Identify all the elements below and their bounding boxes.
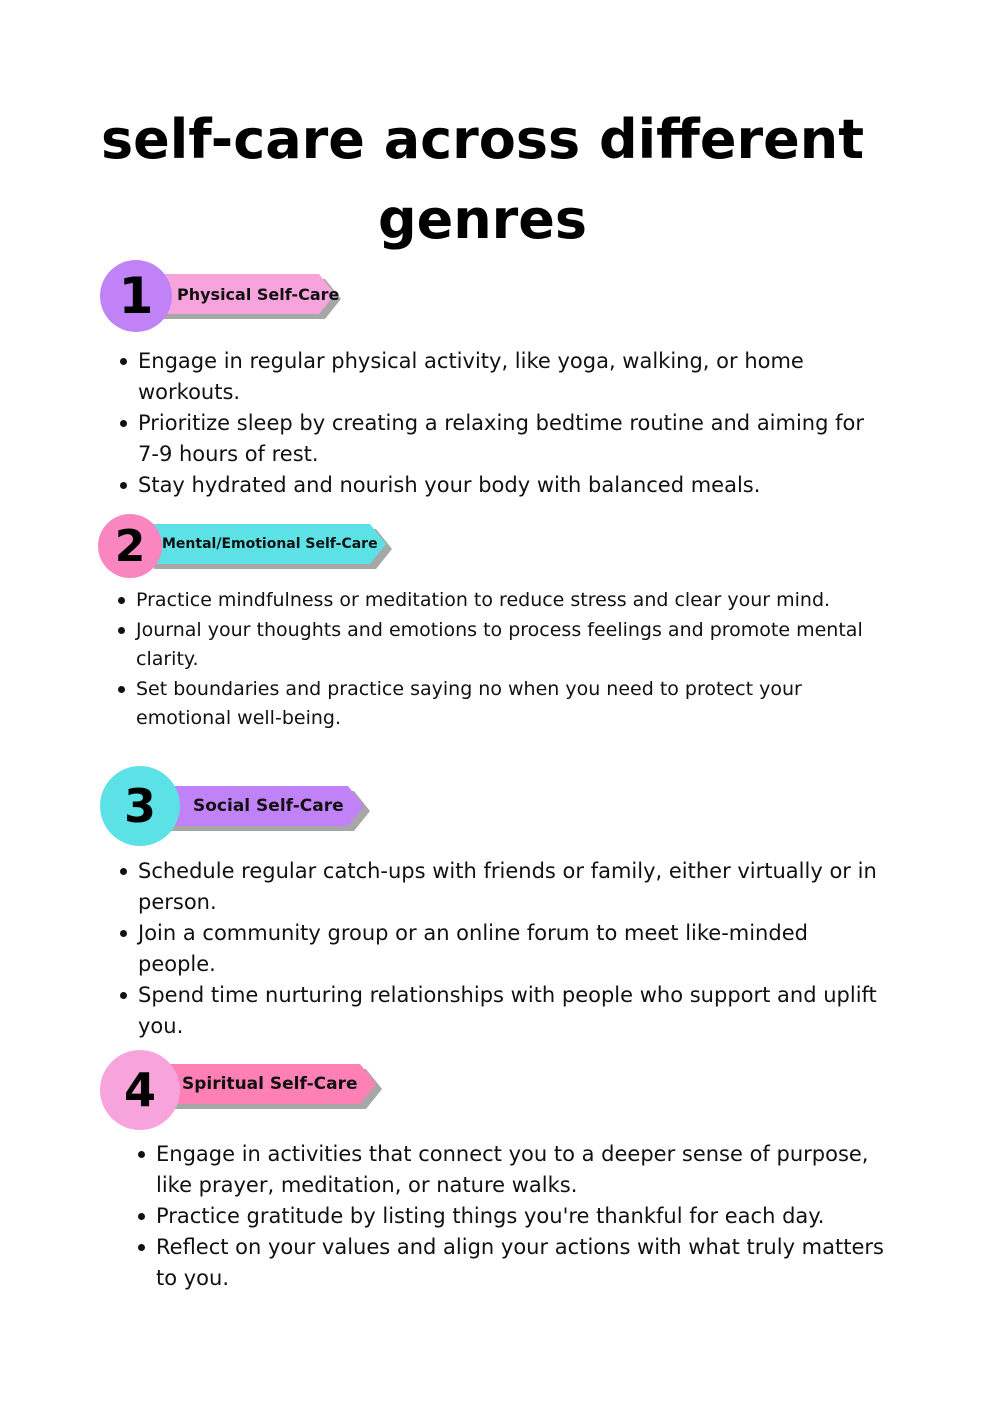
section-header-mental	[98, 512, 398, 592]
section-header-spiritual	[100, 1050, 400, 1130]
section-banner	[148, 524, 386, 564]
section-points-mental	[116, 586, 876, 734]
list-item: Prioritize sleep by creating a relaxing bedtime routine and aiming for 7-9 hours of rest.	[118, 408, 878, 470]
section-points-physical	[118, 346, 878, 501]
section-points-spiritual	[136, 1139, 886, 1294]
section-label: Spiritual Self-Care	[182, 1074, 358, 1094]
section-banner	[160, 1064, 376, 1104]
list-item: Join a community group or an online forum to meet like-minded people.	[118, 918, 878, 980]
list-item: Spend time nurturing relationships with people who support and uplift you.	[118, 980, 878, 1042]
list-item: Schedule regular catch-ups with friends or family, either virtually or in person.	[118, 856, 878, 918]
section-label: Mental/Emotional Self-Care	[162, 536, 378, 552]
page-title: self-care across different genres	[100, 108, 865, 251]
list-item: Reflect on your values and align your actions with what truly matters to you.	[136, 1232, 886, 1294]
section-header-physical	[100, 258, 360, 338]
section-label: Physical Self-Care	[177, 284, 340, 304]
list-item: Practice mindfulness or meditation to reduce stress and clear your mind.	[116, 586, 876, 616]
section-header-social	[100, 766, 380, 846]
list-item: Stay hydrated and nourish your body with balanced meals.	[118, 470, 878, 501]
section-banner	[160, 786, 364, 826]
section-number-badge: 3	[100, 766, 180, 846]
section-banner	[155, 274, 340, 314]
list-item: Engage in activities that connect you to a deeper sense of purpose, like prayer, meditation, or nature walks.	[136, 1139, 886, 1201]
list-item: Engage in regular physical activity, like yoga, walking, or home workouts.	[118, 346, 878, 408]
section-label: Social Self-Care	[193, 796, 344, 816]
section-points-social	[118, 856, 878, 1042]
section-number-badge: 4	[100, 1050, 180, 1130]
list-item: Practice gratitude by listing things you're thankful for each day.	[136, 1201, 886, 1232]
list-item: Journal your thoughts and emotions to process feelings and promote mental clarity.	[116, 616, 876, 675]
section-number-badge: 2	[98, 514, 162, 578]
list-item: Set boundaries and practice saying no when you need to protect your emotional well-being.	[116, 675, 876, 734]
section-number-badge: 1	[100, 260, 172, 332]
